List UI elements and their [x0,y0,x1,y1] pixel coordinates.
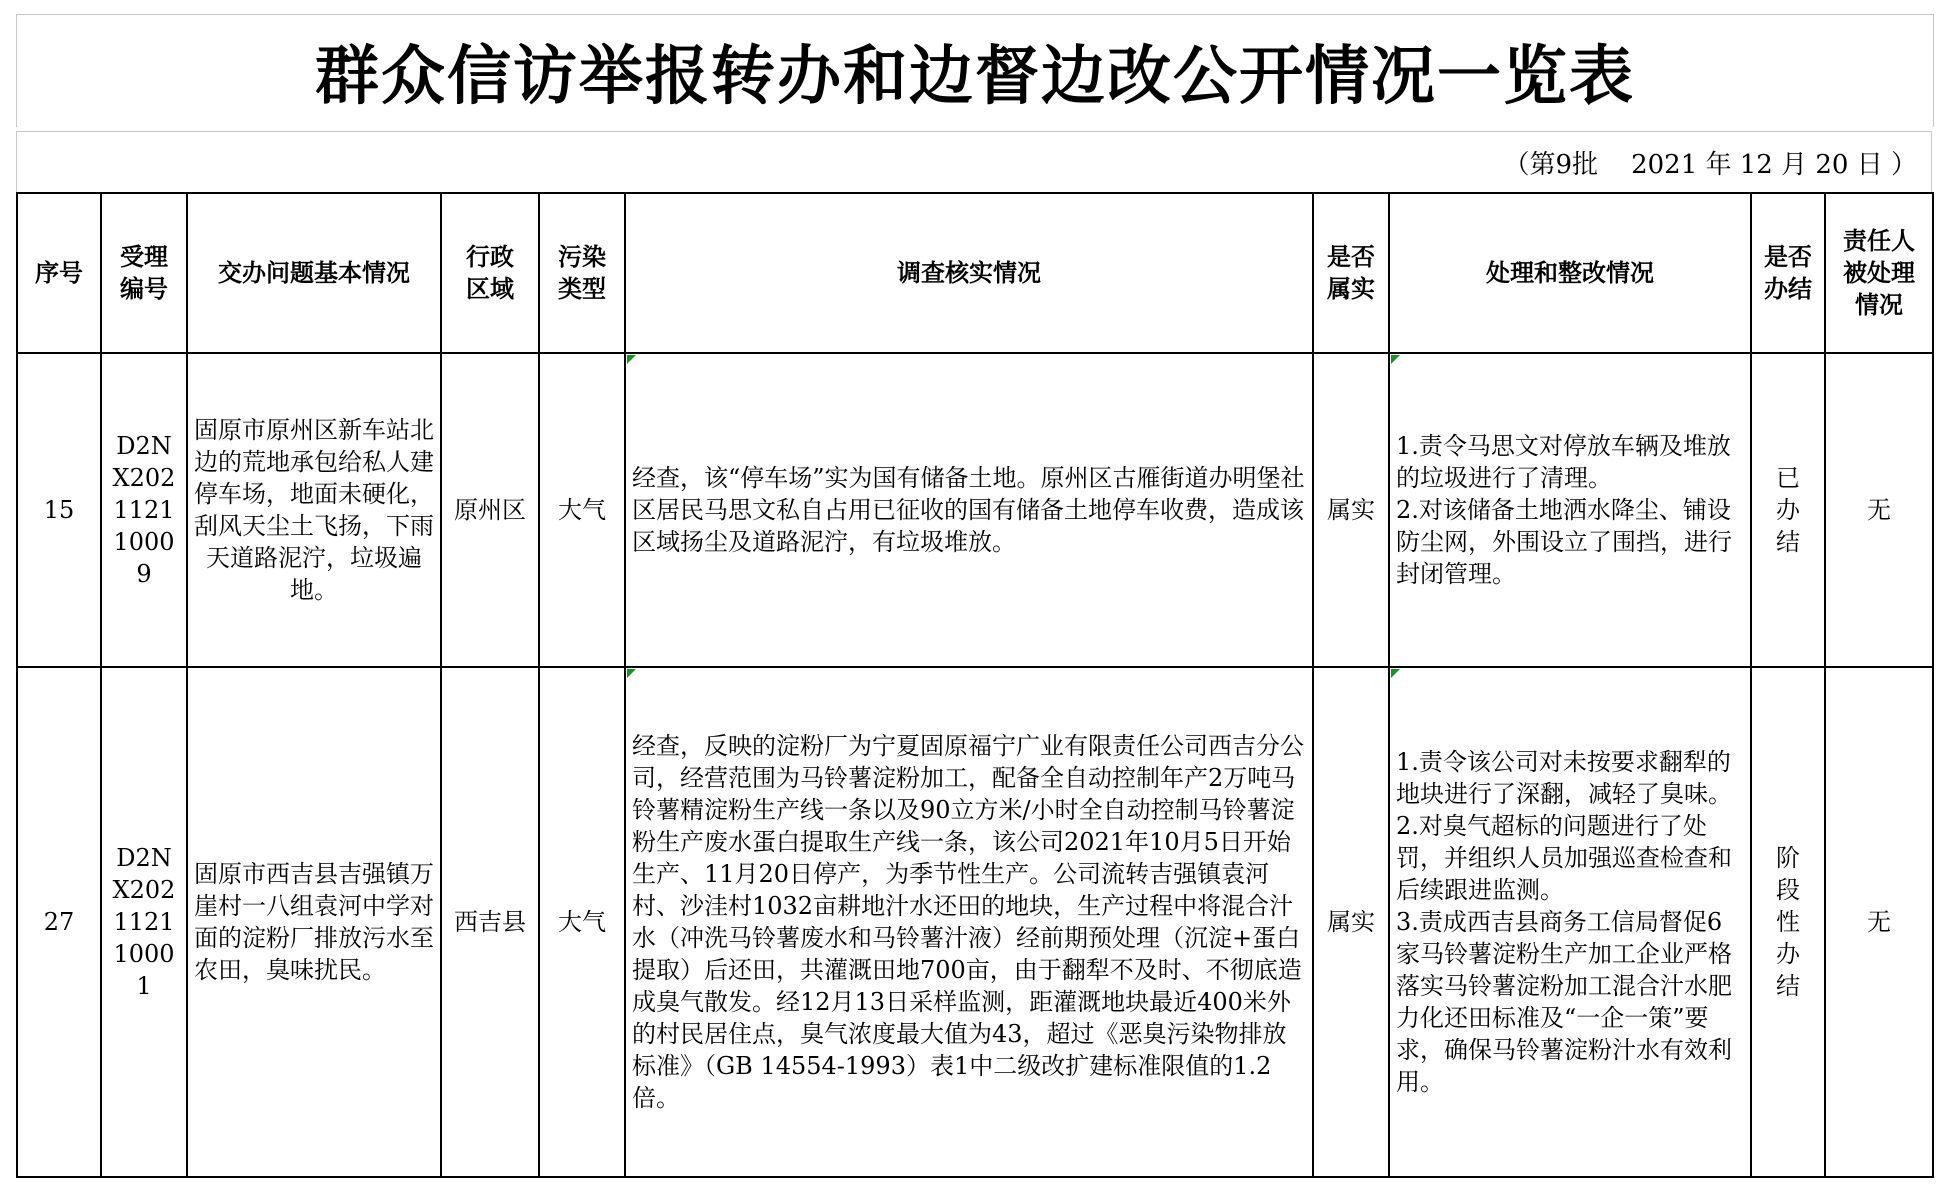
header-accountability: 责任人被处理情况 [1825,193,1933,353]
document-sheet [16,14,1932,1174]
cell-pollution: 大气 [539,353,625,667]
cell-issue: 固原市西吉县吉强镇万崖村一八组袁河中学对面的淀粉厂排放污水至农田，臭味扰民。 [187,667,441,1177]
cell-investigation: 经查，反映的淀粉厂为宁夏固原福宁广业有限责任公司西吉分公司，经营范围为马铃薯淀粉加工，配备全自动控制年产2万吨马铃薯精淀粉生产线一条以及90立方米/小时全自动控制马铃薯淀粉生产废水蛋白提取生产线一条，该公司2021年10月5日开始生产、11月20日停产，为季节性生产。公司流转吉强镇袁河村、沙洼村1032亩耕地汁水还田的地块，生产过程中将混合汁水（冲洗马铃薯废水和马铃薯汁液）经前期预处理（沉淀+蛋白提取）后还田，共灌溉田地700亩，由于翻犁不及时、不彻底造成臭气散发。经12月13日采样监测，距灌溉地块最近400米外的村民居住点，臭气浓度最大值为43，超过《恶臭污染物排放标准》（GB 14554-1993）表1中二级改扩建标准限值的1.2倍。 [625,667,1313,1177]
cell-seq: 27 [17,667,101,1177]
cell-district: 西吉县 [441,667,539,1177]
petition-table [16,192,1934,1178]
cell-seq: 15 [17,353,101,667]
header-investigation: 调查核实情况 [625,193,1313,353]
cell-closed: 已办结 [1751,353,1825,667]
cell-pollution: 大气 [539,667,625,1177]
cell-case-no: D2NX2021121 10009 [101,353,187,667]
header-verified: 是否属实 [1313,193,1389,353]
cell-handling: 1.责令马思文对停放车辆及堆放的垃圾进行了清理。 2.对该储备土地洒水降尘、铺设防尘网，外围设立了围挡，进行封闭管理。 [1389,353,1751,667]
cell-district: 原州区 [441,353,539,667]
cell-verified: 属实 [1313,353,1389,667]
cell-closed: 阶段性办结 [1751,667,1825,1177]
page-title: 群众信访举报转办和边督边改公开情况一览表 [315,40,1635,114]
header-seq: 序号 [17,193,101,353]
header-closed: 是否办结 [1751,193,1825,353]
cell-issue: 固原市原州区新车站北边的荒地承包给私人建停车场，地面未硬化，刮风天尘土飞扬，下雨天道路泥泞，垃圾遍地。 [187,353,441,667]
table-row [17,353,1933,667]
cell-verified: 属实 [1313,667,1389,1177]
batch-row [16,131,1932,192]
header-district: 行政区域 [441,193,539,353]
cell-investigation: 经查，该“停车场”实为国有储备土地。原州区古雁街道办明堡社区居民马思文私自占用已征收的国有储备土地停车收费，造成该区域扬尘及道路泥泞，有垃圾堆放。 [625,353,1313,667]
cell-accountability: 无 [1825,667,1933,1177]
cell-handling: 1.责令该公司对未按要求翻犁的地块进行了深翻，减轻了臭味。 2.对臭气超标的问题进行了处罚，并组织人员加强巡查检查和后续跟进监测。 3.责成西吉县商务工信局督促6家马铃薯淀粉生产加工企业严格落实马铃薯淀粉加工混合汁水肥力化还田标准及“一企一策”要求，确保马铃薯淀粉汁水有效利用。 [1389,667,1751,1177]
cell-case-no: D2NX2021121 10001 [101,667,187,1177]
header-issue: 交办问题基本情况 [187,193,441,353]
table-row [17,667,1933,1177]
title-row [16,14,1934,127]
header-case-no: 受理编号 [101,193,187,353]
header-pollution: 污染类型 [539,193,625,353]
header-handling: 处理和整改情况 [1389,193,1751,353]
cell-accountability: 无 [1825,353,1933,667]
header-row [17,193,1933,353]
batch-info: （第9批 2021 年 12 月 20 日 ） [1503,149,1917,180]
